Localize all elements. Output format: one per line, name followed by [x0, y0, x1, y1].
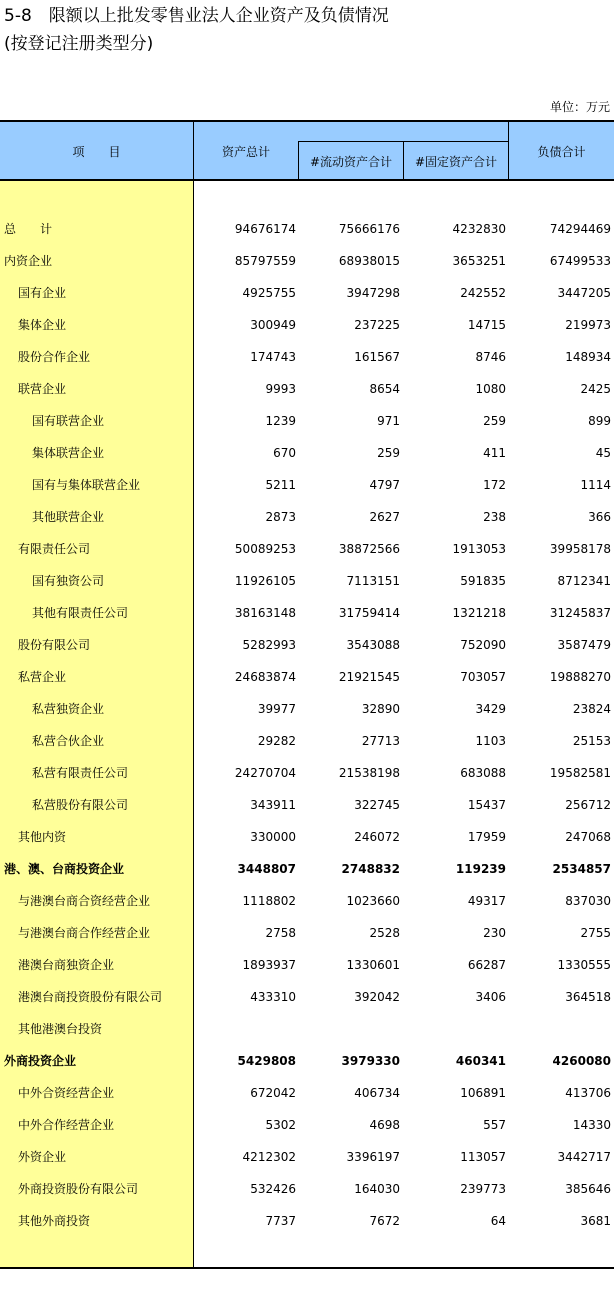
row-value: 66287	[467, 958, 506, 972]
row-value: 4232830	[452, 222, 506, 236]
table-row	[0, 1045, 614, 1077]
row-value: 119239	[455, 862, 506, 876]
row-value: 703057	[460, 670, 506, 684]
row-value: 238	[483, 510, 506, 524]
row-value: 4212302	[242, 1150, 296, 1164]
table-row	[0, 1013, 614, 1045]
row-label: 国有联营企业	[32, 414, 105, 428]
row-value: 17959	[467, 830, 506, 844]
vrule-hdr-3	[508, 121, 509, 180]
row-value: 406734	[354, 1086, 400, 1100]
row-value: 50089253	[234, 542, 296, 556]
table-row	[0, 341, 614, 373]
row-value: 532426	[250, 1182, 296, 1196]
row-value: 392042	[354, 990, 400, 1004]
table-row	[0, 1205, 614, 1237]
row-value: 752090	[460, 638, 506, 652]
row-value: 32890	[361, 702, 400, 716]
table-row	[0, 661, 614, 693]
row-value: 24270704	[234, 766, 296, 780]
row-label: 其他外商投资	[18, 1214, 91, 1228]
row-value: 31759414	[338, 606, 400, 620]
table-subtitle: (按登记注册类型分)	[4, 34, 154, 54]
row-label: 有限责任公司	[18, 542, 91, 556]
row-value: 670	[273, 446, 296, 460]
row-value: 247068	[565, 830, 611, 844]
row-value: 899	[588, 414, 611, 428]
row-value: 237225	[354, 318, 400, 332]
row-value: 27713	[361, 734, 400, 748]
row-value: 113057	[460, 1150, 506, 1164]
row-label: 股份合作企业	[18, 350, 91, 364]
row-label: 中外合作经营企业	[18, 1118, 115, 1132]
row-label: 港、澳、台商投资企业	[4, 862, 125, 876]
row-value: 19888270	[549, 670, 611, 684]
row-value: 837030	[565, 894, 611, 908]
row-value: 239773	[460, 1182, 506, 1196]
row-value: 68938015	[338, 254, 400, 268]
row-label: 私营股份有限公司	[32, 798, 129, 812]
row-value: 5429808	[237, 1054, 296, 1068]
table-row	[0, 629, 614, 661]
table-row	[0, 213, 614, 245]
row-value: 1118802	[242, 894, 296, 908]
row-value: 161567	[354, 350, 400, 364]
row-label: 国有企业	[18, 286, 67, 300]
row-value: 106891	[460, 1086, 506, 1100]
row-value: 174743	[250, 350, 296, 364]
row-value: 256712	[565, 798, 611, 812]
row-value: 1103	[475, 734, 506, 748]
row-value: 672042	[250, 1086, 296, 1100]
row-value: 21538198	[338, 766, 400, 780]
row-value: 15437	[467, 798, 506, 812]
row-value: 9993	[265, 382, 296, 396]
unit-label: 单位：万元	[549, 100, 610, 114]
row-label: 与港澳台商合资经营企业	[18, 894, 151, 908]
table-row	[0, 1173, 614, 1205]
row-value: 94676174	[234, 222, 296, 236]
row-value: 343911	[250, 798, 296, 812]
table-row	[0, 885, 614, 917]
vrule-hdr-2	[403, 141, 404, 180]
table-row	[0, 757, 614, 789]
row-value: 385646	[565, 1182, 611, 1196]
rule-header-bottom	[0, 179, 614, 181]
row-value: 1023660	[346, 894, 400, 908]
row-label: 总 计	[4, 222, 53, 236]
table-row	[0, 437, 614, 469]
row-value: 39958178	[549, 542, 611, 556]
row-value: 5211	[265, 478, 296, 492]
row-value: 1114	[580, 478, 611, 492]
row-label: 集体企业	[18, 318, 67, 332]
row-value: 45	[595, 446, 611, 460]
row-value: 364518	[565, 990, 611, 1004]
table-title: 5-8 限额以上批发零售业法人企业资产及负债情况	[4, 6, 389, 26]
row-value: 2748832	[341, 862, 400, 876]
header-total-assets: 资产总计	[221, 145, 270, 159]
row-value: 14715	[467, 318, 506, 332]
row-value: 38163148	[234, 606, 296, 620]
row-value: 7113151	[346, 574, 400, 588]
table-row	[0, 533, 614, 565]
row-label: 与港澳台商合作经营企业	[18, 926, 151, 940]
table-row	[0, 565, 614, 597]
row-label: 港澳台商独资企业	[18, 958, 115, 972]
row-label: 港澳台商投资股份有限公司	[18, 990, 163, 1004]
row-value: 3442717	[557, 1150, 611, 1164]
row-value: 5302	[265, 1118, 296, 1132]
row-value: 1080	[475, 382, 506, 396]
row-label: 股份有限公司	[18, 638, 91, 652]
row-value: 2534857	[552, 862, 611, 876]
table-row	[0, 1141, 614, 1173]
row-value: 49317	[467, 894, 506, 908]
row-value: 3979330	[341, 1054, 400, 1068]
row-value: 2627	[369, 510, 400, 524]
row-label: 外商投资企业	[4, 1054, 77, 1068]
rule-top	[0, 120, 614, 122]
row-label: 其他港澳台投资	[18, 1022, 103, 1036]
row-value: 38872566	[338, 542, 400, 556]
row-value: 5282993	[242, 638, 296, 652]
table-row	[0, 725, 614, 757]
row-value: 219973	[565, 318, 611, 332]
table-row	[0, 821, 614, 853]
row-value: 330000	[250, 830, 296, 844]
row-value: 3653251	[452, 254, 506, 268]
row-value: 3681	[580, 1214, 611, 1228]
row-value: 591835	[460, 574, 506, 588]
table-row	[0, 405, 614, 437]
row-label: 联营企业	[18, 382, 67, 396]
header-item: 项 目	[72, 145, 121, 159]
row-value: 21921545	[338, 670, 400, 684]
row-label: 其他联营企业	[32, 510, 105, 524]
row-value: 557	[483, 1118, 506, 1132]
row-value: 75666176	[338, 222, 400, 236]
row-value: 230	[483, 926, 506, 940]
row-value: 971	[377, 414, 400, 428]
row-value: 8746	[475, 350, 506, 364]
row-value: 67499533	[549, 254, 611, 268]
table-row	[0, 597, 614, 629]
row-value: 164030	[354, 1182, 400, 1196]
row-value: 4698	[369, 1118, 400, 1132]
header-fixed-assets: #固定资产合计	[414, 155, 498, 169]
row-value: 242552	[460, 286, 506, 300]
table-row	[0, 853, 614, 885]
row-value: 259	[377, 446, 400, 460]
row-value: 3543088	[346, 638, 400, 652]
row-value: 413706	[565, 1086, 611, 1100]
row-value: 1330601	[346, 958, 400, 972]
row-value: 85797559	[234, 254, 296, 268]
row-value: 4260080	[552, 1054, 611, 1068]
row-label: 内资企业	[4, 254, 53, 268]
row-value: 3448807	[237, 862, 296, 876]
table-row	[0, 501, 614, 533]
row-label: 私营独资企业	[32, 702, 105, 716]
row-label: 国有独资公司	[32, 574, 105, 588]
row-label: 国有与集体联营企业	[32, 478, 141, 492]
table-row	[0, 245, 614, 277]
table-row	[0, 373, 614, 405]
row-value: 4925755	[242, 286, 296, 300]
row-value: 64	[490, 1214, 506, 1228]
row-value: 1239	[265, 414, 296, 428]
row-label: 中外合资经营企业	[18, 1086, 115, 1100]
table-row	[0, 1077, 614, 1109]
row-label: 私营企业	[18, 670, 67, 684]
row-value: 2528	[369, 926, 400, 940]
row-value: 4797	[369, 478, 400, 492]
row-value: 1321218	[452, 606, 506, 620]
row-value: 29282	[257, 734, 296, 748]
row-label: 集体联营企业	[32, 446, 105, 460]
row-value: 148934	[565, 350, 611, 364]
row-value: 460341	[455, 1054, 506, 1068]
row-value: 683088	[460, 766, 506, 780]
row-value: 23824	[572, 702, 611, 716]
row-value: 11926105	[234, 574, 296, 588]
table-row	[0, 981, 614, 1013]
row-label: 私营有限责任公司	[32, 766, 129, 780]
row-label: 外资企业	[18, 1150, 67, 1164]
row-value: 3396197	[346, 1150, 400, 1164]
row-value: 172	[483, 478, 506, 492]
row-value: 3406	[475, 990, 506, 1004]
row-value: 3587479	[557, 638, 611, 652]
row-value: 7737	[265, 1214, 296, 1228]
row-value: 24683874	[234, 670, 296, 684]
row-value: 2873	[265, 510, 296, 524]
row-value: 1330555	[557, 958, 611, 972]
vrule-hdr-1	[298, 141, 299, 180]
row-label: 其他有限责任公司	[32, 606, 129, 620]
row-value: 3947298	[346, 286, 400, 300]
table-row	[0, 917, 614, 949]
row-value: 19582581	[549, 766, 611, 780]
row-value: 14330	[572, 1118, 611, 1132]
row-value: 7672	[369, 1214, 400, 1228]
row-value: 322745	[354, 798, 400, 812]
row-value: 1913053	[452, 542, 506, 556]
row-value: 3447205	[557, 286, 611, 300]
rule-bottom	[0, 1267, 614, 1269]
row-value: 31245837	[549, 606, 611, 620]
table-row	[0, 469, 614, 501]
row-value: 411	[483, 446, 506, 460]
row-value: 8712341	[557, 574, 611, 588]
header-current-assets: #流动资产合计	[309, 155, 393, 169]
row-value: 8654	[369, 382, 400, 396]
row-value: 25153	[572, 734, 611, 748]
row-value: 3429	[475, 702, 506, 716]
table-row	[0, 789, 614, 821]
table-row	[0, 693, 614, 725]
row-value: 74294469	[549, 222, 611, 236]
table-row	[0, 949, 614, 981]
row-value: 2425	[580, 382, 611, 396]
row-value: 259	[483, 414, 506, 428]
row-value: 246072	[354, 830, 400, 844]
row-label: 其他内资	[18, 830, 67, 844]
row-value: 1893937	[242, 958, 296, 972]
row-value: 300949	[250, 318, 296, 332]
row-label: 私营合伙企业	[32, 734, 105, 748]
row-label: 外商投资股份有限公司	[18, 1182, 139, 1196]
row-value: 2758	[265, 926, 296, 940]
header-total-liabilities: 负债合计	[537, 145, 586, 159]
row-value: 366	[588, 510, 611, 524]
row-value: 433310	[250, 990, 296, 1004]
table-row	[0, 1109, 614, 1141]
row-value: 2755	[580, 926, 611, 940]
table-row	[0, 277, 614, 309]
table-row	[0, 309, 614, 341]
row-value: 39977	[257, 702, 296, 716]
